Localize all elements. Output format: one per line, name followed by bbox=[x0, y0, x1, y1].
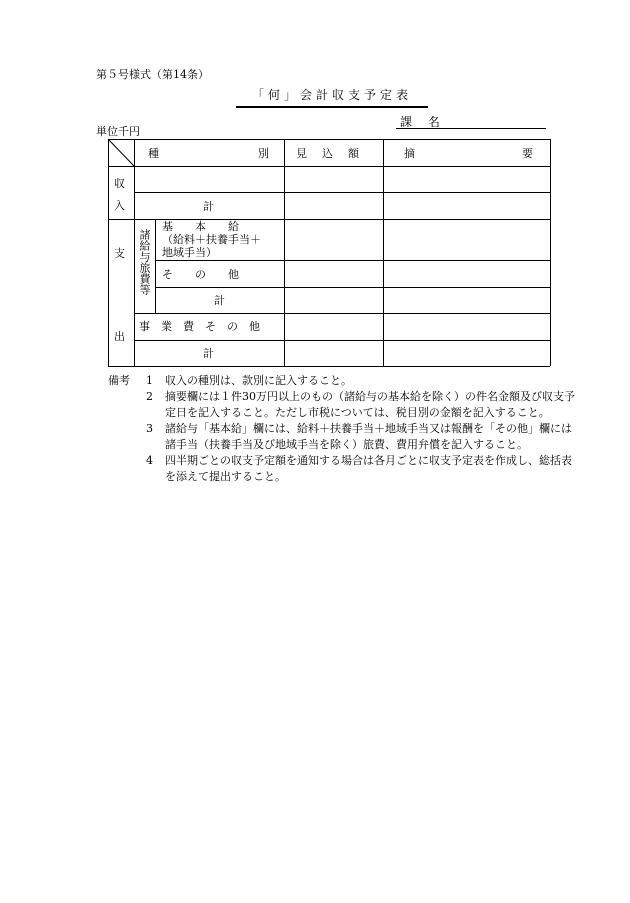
document-title: 「何」会計収支予定表 bbox=[236, 86, 428, 108]
col-line-d bbox=[383, 139, 384, 366]
notes-heading: 備考 bbox=[108, 374, 130, 387]
col-header-remarks-right: 要 bbox=[522, 147, 533, 160]
table-border-top bbox=[108, 139, 550, 140]
col-line-b bbox=[155, 219, 156, 313]
note-number: 3 bbox=[146, 422, 153, 435]
note-item bbox=[108, 389, 578, 421]
note-text: 収入の種別は、款別に記入すること。 bbox=[165, 374, 352, 387]
notes-section bbox=[108, 373, 578, 485]
table-border-bottom bbox=[108, 366, 550, 367]
unit-label: 単位千円 bbox=[96, 125, 140, 138]
table-border-right bbox=[550, 139, 551, 366]
note-item bbox=[108, 421, 578, 453]
base-salary-label bbox=[162, 220, 280, 259]
note-item bbox=[108, 373, 578, 389]
row-line-base-salary bbox=[155, 260, 550, 261]
note-number: 4 bbox=[146, 454, 153, 467]
base-salary-line2: （給料＋扶養手当＋ bbox=[162, 233, 261, 246]
base-salary-line1: 基 本 給 bbox=[162, 220, 239, 233]
col-line-c bbox=[284, 139, 285, 366]
row-line-income-item bbox=[134, 192, 550, 193]
department-label: 課 名 bbox=[400, 115, 446, 129]
income-label-top: 収 bbox=[114, 177, 125, 190]
expense-total-label: 計 bbox=[203, 347, 214, 360]
expense-label-top: 支 bbox=[114, 247, 125, 260]
row-line-other bbox=[155, 287, 550, 288]
income-total-label: 計 bbox=[203, 200, 214, 213]
income-label-bottom: 入 bbox=[114, 199, 125, 212]
base-salary-line3: 地域手当） bbox=[162, 246, 217, 259]
expense-label-bottom: 出 bbox=[114, 330, 125, 343]
note-text: 四半期ごとの収支予定額を通知する場合は各月ごとに収支予定表を作成し、総括表を添えて提出すること。 bbox=[165, 454, 572, 483]
col-header-type-left: 種 bbox=[148, 147, 159, 160]
header-diagonal bbox=[108, 139, 135, 167]
row-line-project bbox=[134, 340, 550, 341]
col-header-estimate: 見 込 額 bbox=[296, 147, 361, 160]
col-line-a bbox=[134, 139, 135, 366]
salary-group-label: 諸給与旅費等 bbox=[138, 229, 151, 295]
department-underline bbox=[396, 128, 546, 129]
note-text: 諸給与「基本給」欄には、給料＋扶養手当＋地域手当又は報酬を「その他」欄には諸手当（扶養手当及び地域手当を除く）旅費、費用弁償を記入すること。 bbox=[165, 422, 572, 451]
note-item bbox=[108, 453, 578, 485]
other-label: そ の 他 bbox=[162, 268, 239, 281]
form-number: 第５号様式（第14条） bbox=[96, 68, 209, 81]
row-line-subtotal bbox=[134, 313, 550, 314]
col-header-remarks-left: 摘 bbox=[404, 147, 415, 160]
row-line-header bbox=[108, 166, 550, 167]
note-number: 1 bbox=[146, 374, 153, 387]
project-other-label: 事 業 費 そ の 他 bbox=[139, 320, 260, 333]
note-text: 摘要欄には１件30万円以上のもの（諸給与の基本給を除く）の件名金額及び収支予定日を記入すること。ただし市税については、税目別の金額を記入すること。 bbox=[165, 390, 575, 419]
note-number: 2 bbox=[146, 390, 153, 403]
table-border-left bbox=[108, 139, 109, 366]
salary-subtotal-label: 計 bbox=[214, 294, 225, 307]
col-header-type-right: 別 bbox=[258, 147, 269, 160]
